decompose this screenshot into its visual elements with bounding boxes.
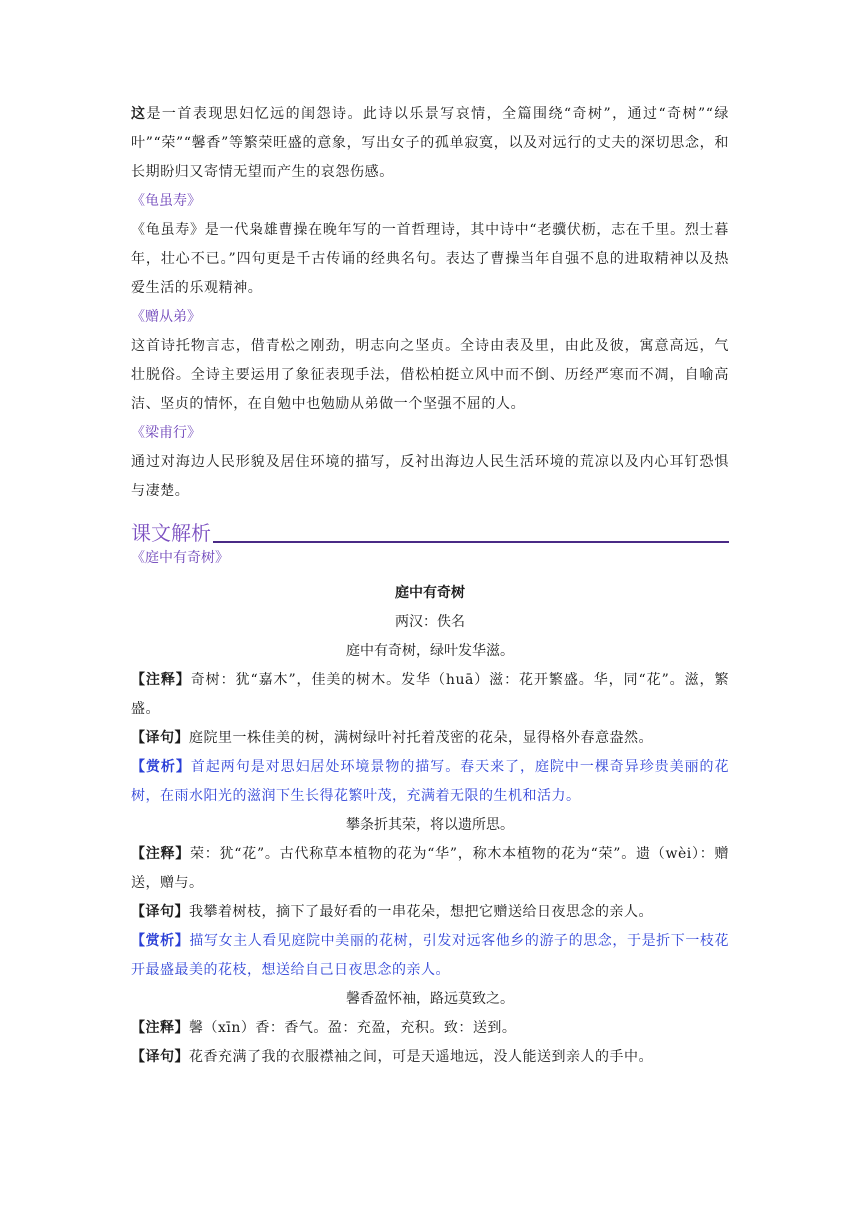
- note-text: 描写女主人看见庭院中美丽的花树，引发对远客他乡的游子的思念，于是折下一枝花开最盛最美的花枝，想送给自己日夜思念的亲人。: [131, 933, 730, 978]
- stanza-line: 馨香盈怀袖，路远莫致之。: [346, 991, 514, 1007]
- poem-title-liangfuxing: 《梁甫行》: [131, 425, 201, 441]
- stanza-line: 攀条折其荣，将以遗所思。: [346, 817, 514, 833]
- note-text: 庭院里一株佳美的树，满树绿叶衬托着茂密的花朵，显得格外春意盎然。: [189, 730, 653, 746]
- intro-lead: 这: [131, 106, 147, 122]
- note-tag: 【注释】: [131, 1020, 189, 1036]
- note-tag: 【赏析】: [131, 759, 191, 775]
- poem-desc-liangfuxing: 通过对海边人民形貌及居住环境的描写，反衬出海边人民生活环境的荒凉以及内心耳钉恐惧与凄楚。: [131, 454, 729, 499]
- section-heading-rule: [213, 541, 729, 543]
- poem-author: 两汉：佚名: [395, 614, 465, 630]
- poem-title-guisuishou: 《龟虽寿》: [131, 193, 201, 209]
- note-tag: 【译句】: [131, 730, 189, 746]
- intro-text: 是一首表现思妇忆远的闺怨诗。此诗以乐景写哀情，全篇围绕“奇树”，通过“奇树”“绿叶”“荣”“馨香”等繁荣旺盛的意象，写出女子的孤单寂寞，以及对远行的丈夫的深切思念，和长期盼归又寄情无望而产生的哀怨伤感。: [131, 106, 729, 180]
- note-appreciation: [131, 927, 729, 985]
- poem-heading: 庭中有奇树: [395, 585, 465, 601]
- note-appreciation: [131, 753, 729, 811]
- note-tag: 【注释】: [131, 846, 191, 862]
- note-translation: [131, 1043, 729, 1072]
- note-text: 花香充满了我的衣服襟袖之间，可是天遥地远，没人能送到亲人的手中。: [189, 1049, 653, 1065]
- note-tag: 【赏析】: [131, 933, 190, 949]
- note-tag: 【译句】: [131, 904, 189, 920]
- note-text: 我攀着树枝，摘下了最好看的一串花朵，想把它赠送给日夜思念的亲人。: [189, 904, 653, 920]
- intro-paragraph: [131, 100, 729, 187]
- stanza-line: 庭中有奇树，绿叶发华滋。: [346, 643, 514, 659]
- poem-title-zengcongdi: 《赠从弟》: [131, 309, 201, 325]
- section-heading: [131, 516, 729, 546]
- note-tag: 【注释】: [131, 672, 191, 688]
- note-text: 首起两句是对思妇居处环境景物的描写。春天来了，庭院中一棵奇异珍贵美丽的花树，在雨水阳光的滋润下生长得花繁叶茂，充满着无限的生机和活力。: [131, 759, 730, 804]
- note-text: 馨（xīn）香：香气。盈：充盈，充积。致：送到。: [189, 1020, 517, 1036]
- note-translation: [131, 724, 729, 753]
- note-annotation: [131, 1014, 729, 1043]
- poem-desc-zengcongdi: 这首诗托物言志，借青松之刚劲，明志向之坚贞。全诗由表及里，由此及彼，寓意高远，气壮脱俗。全诗主要运用了象征表现手法，借松柏挺立风中而不倒、历经严寒而不凋，自喻高洁、坚贞的情怀，在自勉中也勉励从弟做一个坚强不屈的人。: [131, 338, 729, 412]
- note-translation: [131, 898, 729, 927]
- section-heading-label: 课文解析: [131, 521, 211, 545]
- note-text: 荣：犹“花”。古代称草本植物的花为“华”，称木本植物的花为“荣”。遗（wèi）：赠送，赠与。: [131, 846, 730, 891]
- note-tag: 【译句】: [131, 1049, 189, 1065]
- poem-desc-guisuishou: 《龟虽寿》是一代枭雄曹操在晚年写的一首哲理诗，其中诗中“老骥伏枥，志在千里。烈士暮年，壮心不已。”四句更是千古传诵的经典名句。表达了曹操当年自强不息的进取精神以及热爱生活的乐观精神。: [131, 222, 729, 296]
- note-annotation: [131, 666, 729, 724]
- note-annotation: [131, 840, 729, 898]
- note-text: 奇树：犹“嘉木”，佳美的树木。发华（huā）滋：花开繁盛。华，同“花”。滋，繁盛。: [131, 672, 729, 717]
- document-page: [131, 100, 729, 1072]
- section-subtitle: 《庭中有奇树》: [131, 550, 229, 566]
